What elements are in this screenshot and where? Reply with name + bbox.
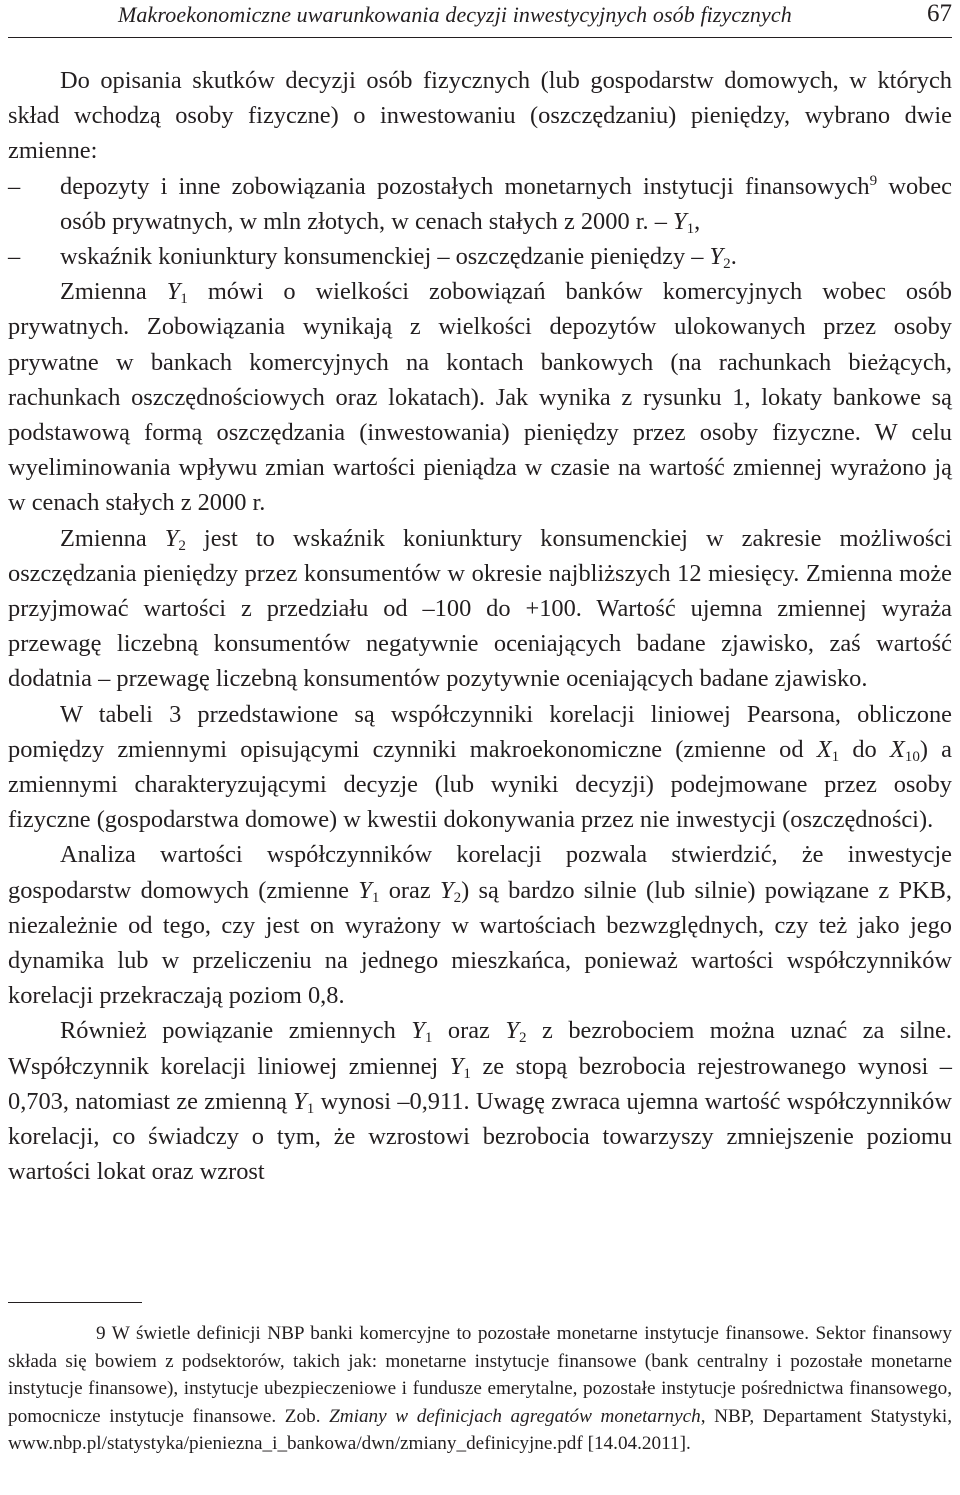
- paragraph-text: mówi o wielkości zobowiązań banków komercyjnych wobec osób prywatnych. Zobowiązania wynikają z wielkości depozytów ulokowanych przez osoby prywatne w bankach komercyjnych na kontach bankowych (na rachunkach bieżących, rachunkach oszczędnościowych oraz lokatach). Jak wynika z rysunku 1, lokaty bankowe są podstawową formą oszczędzania (inwestowania) pieniędzy przez osoby fizyczne. W celu wyeliminowania wpływu zmian wartości pieniądza w czasie na wartość zmiennej wyrażono ją w cenach stałych z 2000 r.: [8, 278, 952, 517]
- footnote-body: W świetle definicji NBP banki komercyjne to pozostałe monetarne instytucje finansowe. Sektor finansowy składa się bowiem z podsektorów, takich jak: monetarne instytucje finansowe (bank centralny i pozostałe monetarne instytucje finansowe), instytucje ubezpieczeniowe i fundusze emerytalne, pozostałe instytucje pośrednictwa finansowego, pomocnicze instytucje finansowe. Zob.: [8, 1323, 952, 1427]
- variable-subscript: 10: [904, 748, 920, 765]
- list-item-text: depozyty i inne zobowiązania pozostałych monetarnych instytucji finansowych: [60, 172, 870, 200]
- variable-subscript: 2: [723, 256, 731, 273]
- footnote-text: [8, 1320, 952, 1458]
- variable-subscript: 2: [518, 1030, 527, 1047]
- paragraph-text: Analiza wartości współczynników korelacji pozwala stwierdzić, że inwestycje gospodarstw domowych (zmienne: [8, 841, 952, 904]
- variable-subscript: 2: [453, 889, 462, 906]
- paragraph-text: ) są bardzo silnie (lub silnie) powiązane z PKB, niezależnie od tego, czy jest on wyrażony w wartościach bezwzględnych, czy też jako jego dynamika lub w przeliczeniu na jednego mieszkańca, ponieważ wartości współczynników korelacji przekraczają poziom 0,8.: [8, 876, 953, 1010]
- paragraph-text: do: [839, 735, 890, 763]
- intro-paragraph: Do opisania skutków decyzji osób fizycznych (lub gospodarstw domowych, w których skład wchodzą osoby fizyczne) o inwestowaniu (oszczędzaniu) pieniędzy, wybrano dwie zmienne:: [8, 67, 952, 165]
- variable: Y: [673, 207, 687, 235]
- paragraph-text: Zmienna: [60, 278, 167, 306]
- body-text: [8, 63, 952, 1190]
- paragraph-text: z bezrobociem można uznać za silne. Współczynnik korelacji liniowej zmiennej: [8, 1017, 952, 1080]
- variable: Y: [440, 876, 454, 904]
- variable-subscript: 1: [371, 889, 380, 906]
- variable-subscript: 1: [686, 220, 695, 237]
- variable: Y: [505, 1017, 519, 1045]
- footnote-cited-title: Zmiany w definicjach agregatów monetarnych: [329, 1405, 701, 1427]
- paragraph-text: wynosi –0,911. Uwagę zwraca ujemna wartość współczynników korelacji, co świadczy o tym, że wzrostowi bezrobocia towarzyszy zmniejszenie poziomu wartości lokat oraz wzrost: [8, 1087, 952, 1186]
- paragraph: [8, 697, 952, 838]
- variable-subscript: 1: [463, 1065, 471, 1082]
- paragraph-text: oraz: [379, 876, 440, 904]
- variable: Y: [709, 243, 724, 271]
- paragraph-text: jest to wskaźnik koniunktury konsumenckiej w zakresie możliwości oszczędzania pieniędzy przez konsumentów w okresie najbliższych 12 miesięcy. Zmienna może przyjmować wartości z przedziału od –100 do +100. Wartość ujemna zmiennej wyraża przewagę liczebną konsumentów negatywnie oceniających badane zjawisko, zaś wartość dodatnia – przewagę liczebną konsumentów pozytywnie oceniających badane zjawisko.: [8, 524, 952, 693]
- paragraph: [8, 274, 952, 520]
- footnote: [8, 1320, 952, 1458]
- variable-subscript: 1: [831, 748, 840, 765]
- list-item-text: wobec osób prywatnych, w mln złotych, w cenach stałych z 2000 r. –: [60, 172, 952, 235]
- footnote-rule: [8, 1302, 142, 1303]
- running-title: Makroekonomiczne uwarunkowania decyzji inwestycyjnych osób fizycznych: [118, 2, 792, 27]
- variable-subscript: 1: [424, 1030, 433, 1047]
- paragraph-text: Również powiązanie zmiennych: [60, 1017, 412, 1045]
- footnote-body: , NBP, Departament Statystyki, www.nbp.pl/statystyka/pieniezna_i_bankowa/dwn/zmiany_definicyjne.pdf [14.04.2011].: [8, 1405, 952, 1455]
- page-number: 67: [927, 0, 952, 27]
- variable: Y: [166, 278, 181, 306]
- variable: X: [816, 735, 832, 763]
- footnote-mark: 9: [96, 1323, 106, 1344]
- list-dash: –: [8, 172, 21, 200]
- list-item: [8, 169, 952, 239]
- paragraph-text: W tabeli 3 przedstawione są współczynniki korelacji liniowej Pearsona, obliczone pomiędzy zmiennymi opisującymi czynniki makroekonomiczne (zmienne od: [8, 700, 952, 763]
- variable: Y: [449, 1052, 464, 1080]
- list-item-text: wskaźnik koniunktury konsumenckiej – oszczędzanie pieniędzy –: [60, 243, 710, 271]
- footnote-reference: 9: [869, 172, 878, 189]
- paragraph-text: Zmienna: [60, 524, 165, 552]
- variable: Y: [411, 1017, 425, 1045]
- paragraph: [8, 1013, 952, 1189]
- variable: X: [889, 735, 905, 763]
- variable-subscript: 1: [306, 1100, 315, 1117]
- paragraph: [8, 837, 952, 1013]
- paragraph-text: oraz: [432, 1017, 506, 1045]
- list-item-end: .: [730, 243, 737, 271]
- variable: Y: [358, 876, 372, 904]
- list-item-end: ,: [694, 207, 701, 235]
- paragraph-text: ze stopą bezrobocia rejestrowanego wynosi –0,703, natomiast ze zmienną: [8, 1052, 953, 1115]
- variable-subscript: 2: [178, 537, 186, 554]
- variable-subscript: 1: [180, 291, 188, 308]
- header-rule: [8, 37, 952, 38]
- variable: Y: [164, 524, 179, 552]
- paragraph: [8, 521, 952, 697]
- variable: Y: [293, 1087, 307, 1115]
- paragraph-text: ) a zmiennymi charakteryzującymi decyzje (lub wyniki decyzji) podejmowane przez osoby fizyczne (gospodarstwa domowe) w kwestii dokonywania przez nie inwestycji (oszczędności).: [8, 735, 953, 834]
- page-header: [0, 0, 960, 38]
- list-item: [8, 239, 952, 274]
- list-dash: –: [8, 243, 21, 271]
